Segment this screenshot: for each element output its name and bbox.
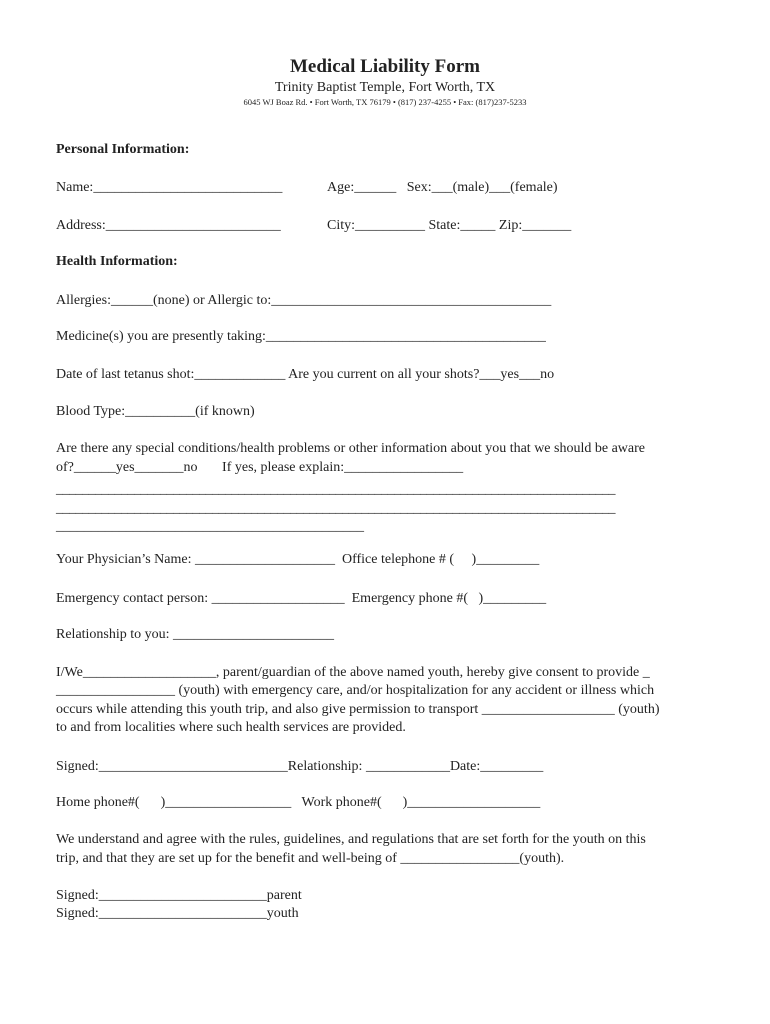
- age-sex-field[interactable]: Age:______ Sex:___(male)___(female): [327, 180, 558, 195]
- personal-info-heading: Personal Information:: [56, 142, 190, 157]
- physician-field[interactable]: Your Physician’s Name: ____________________ Office telephone # ( )_________: [56, 552, 540, 567]
- agreement-text: We understand and agree with the rules, guidelines, and regulations that are set forth for the youth on this: [56, 832, 646, 847]
- medicine-field[interactable]: Medicine(s) you are presently taking:________________________________________: [56, 329, 546, 344]
- emergency-contact-field[interactable]: Emergency contact person: ___________________ Emergency phone #( )_________: [56, 591, 547, 606]
- relationship-field[interactable]: Relationship to you: _______________________: [56, 627, 335, 642]
- tetanus-field[interactable]: Date of last tetanus shot:_____________ Are you current on all your shots?___yes___no: [56, 367, 555, 382]
- blood-type-field[interactable]: Blood Type:__________(if known): [56, 404, 255, 419]
- allergies-field[interactable]: Allergies:______(none) or Allergic to:________________________________________: [56, 293, 552, 308]
- consent-signature-field[interactable]: Signed:___________________________Relationship: ____________Date:_________: [56, 759, 544, 774]
- agreement-text[interactable]: trip, and that they are set up for the benefit and well-being of _________________(youth).: [56, 851, 565, 866]
- name-field[interactable]: Name:___________________________: [56, 180, 283, 195]
- church-address: 6045 WJ Boaz Rd. • Fort Worth, TX 76179 • (817) 237-4255 • Fax: (817)237-5233: [243, 97, 527, 107]
- explain-line[interactable]: ____________________________________________: [56, 519, 364, 534]
- conditions-question: Are there any special conditions/health problems or other information about you that we should be aware: [56, 441, 645, 456]
- youth-signature-field[interactable]: Signed:________________________youth: [56, 906, 299, 921]
- explain-line[interactable]: ______________________________________________________________________________________: [56, 482, 615, 497]
- health-info-heading: Health Information:: [56, 254, 178, 269]
- consent-line[interactable]: occurs while attending this youth trip, and also give permission to transport ___________________ (youth): [56, 702, 660, 717]
- parent-signature-field[interactable]: Signed:________________________parent: [56, 888, 302, 903]
- explain-line[interactable]: ______________________________________________________________________________________: [56, 501, 615, 516]
- phone-fields[interactable]: Home phone#( )__________________ Work phone#( )___________________: [56, 795, 541, 810]
- conditions-answer-field[interactable]: of?______yes_______no If yes, please explain:_________________: [56, 460, 464, 475]
- form-title: Medical Liability Form: [290, 56, 480, 77]
- address-field[interactable]: Address:_________________________: [56, 218, 281, 233]
- consent-line[interactable]: _________________ (youth) with emergency care, and/or hospitalization for any accident or illness which: [56, 683, 655, 698]
- consent-line: to and from localities where such health services are provided.: [56, 720, 406, 735]
- consent-line[interactable]: I/We___________________, parent/guardian of the above named youth, hereby give consent to provide _: [56, 665, 650, 680]
- church-name: Trinity Baptist Temple, Fort Worth, TX: [274, 80, 496, 95]
- city-state-zip-field[interactable]: City:__________ State:_____ Zip:_______: [327, 218, 572, 233]
